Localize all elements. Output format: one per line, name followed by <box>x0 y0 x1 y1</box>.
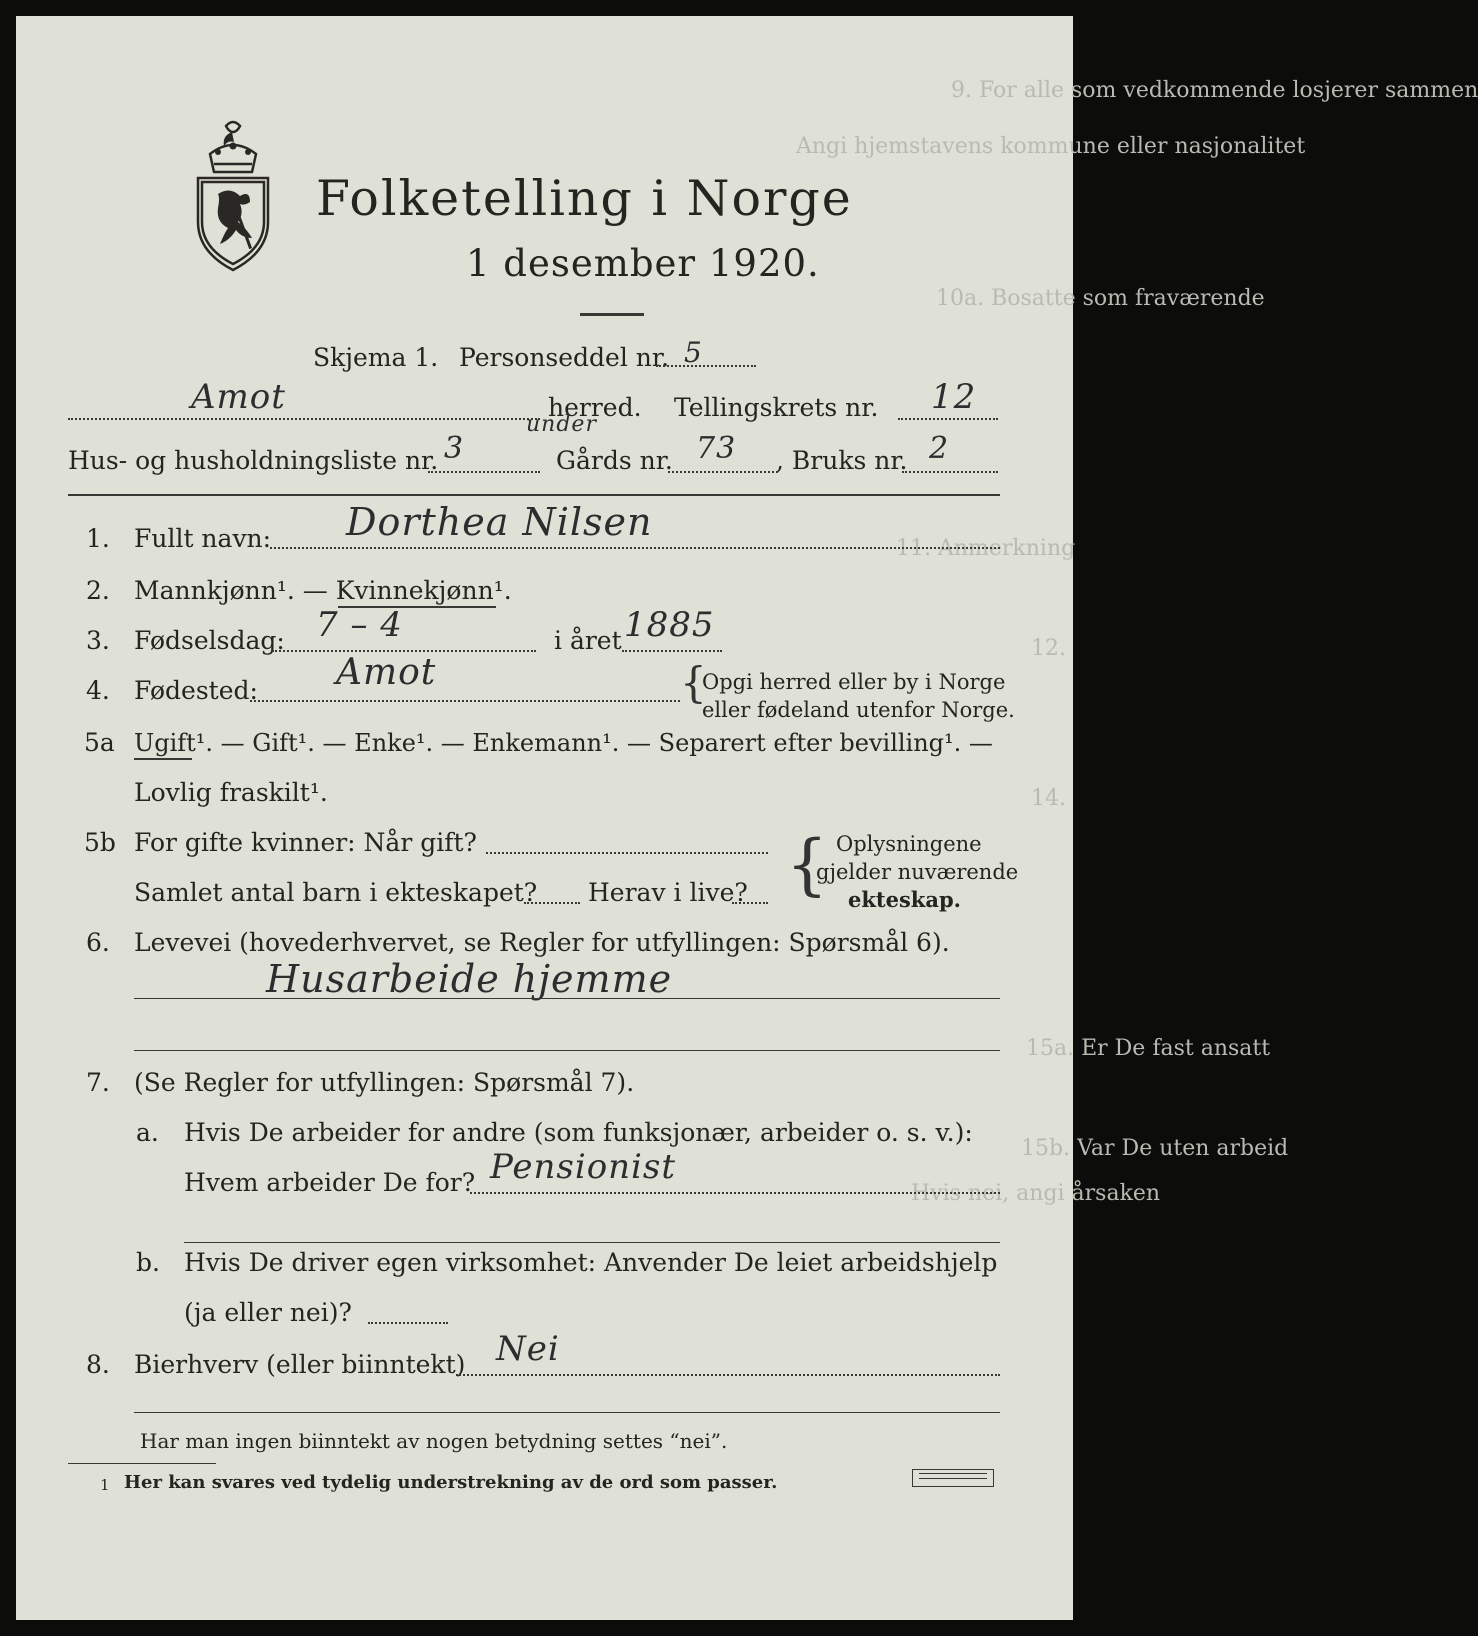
q5b-question-3: Herav i live? <box>588 878 748 907</box>
title-rule <box>580 313 644 316</box>
q7a-letter: a. <box>136 1118 159 1147</box>
q7a-line-2 <box>184 1242 1000 1243</box>
q3-year-label: i året <box>554 626 622 655</box>
q7a-question-2: Hvem arbeider De for? <box>184 1168 476 1197</box>
bruks-label: , Bruks nr. <box>776 446 908 475</box>
q6-line-2 <box>134 1050 1000 1051</box>
q2-label: Mannkjønn¹. — Kvinnekjønn¹. <box>134 576 512 605</box>
herred-label: herred. <box>548 393 642 422</box>
q5b-note-2: gjelder nuværende <box>816 860 1019 884</box>
bleed-text: 12. <box>1031 636 1066 661</box>
q1-value: Dorthea Nilsen <box>346 500 653 544</box>
q5b-married-line <box>486 852 768 854</box>
bleed-text: Angi hjemstavens kommune eller nasjonalitet <box>796 134 1306 159</box>
tellingskrets-value: 12 <box>931 377 977 417</box>
tellingskrets-line <box>898 418 998 420</box>
husliste-label: Hus- og husholdningsliste nr. <box>68 446 439 475</box>
footnote-rule <box>68 1463 216 1464</box>
q5b-number: 5b <box>84 828 116 857</box>
printer-stamp <box>912 1469 994 1487</box>
bruks-value: 2 <box>929 431 950 466</box>
herred-line <box>68 418 540 420</box>
q4-number: 4. <box>86 676 110 705</box>
q4-note-1: Opgi herred eller by i Norge <box>702 670 1006 694</box>
husliste-value: 3 <box>444 431 465 466</box>
tellingskrets-label: Tellingskrets nr. <box>674 393 879 422</box>
page-subtitle: 1 desember 1920. <box>466 242 820 285</box>
q1-label: Fullt navn: <box>134 524 272 553</box>
bleed-text: 15b. Var De uten arbeid <box>1021 1136 1289 1161</box>
q7a-line <box>470 1192 1000 1194</box>
q5b-question-2: Samlet antal barn i ekteskapet? <box>134 878 538 907</box>
q5b-note-1: Oplysningene <box>836 832 982 856</box>
q5a-options-2: Lovlig fraskilt¹. <box>134 778 328 807</box>
footer-note: Har man ingen biinntekt av nogen betydning settes “nei”. <box>140 1429 728 1453</box>
personseddel-line <box>656 365 756 367</box>
q3-year-line <box>622 650 722 652</box>
q8-label: Bierhverv (eller biinntekt) <box>134 1350 466 1379</box>
gards-line <box>668 471 778 473</box>
q4-line <box>250 700 680 702</box>
gards-label: Gårds nr. <box>556 446 673 475</box>
q7b-letter: b. <box>136 1248 160 1277</box>
q5a-underline <box>134 758 192 760</box>
schema-label: Skjema 1. <box>313 343 439 372</box>
q8-line <box>456 1374 1000 1376</box>
q7a-value: Pensionist <box>490 1147 677 1187</box>
q1-number: 1. <box>86 524 110 553</box>
under-note: under <box>526 412 597 437</box>
q1-line <box>270 547 1000 549</box>
q5b-alive-line <box>732 902 768 904</box>
q7-label: (Se Regler for utfyllingen: Spørsmål 7). <box>134 1068 635 1097</box>
personseddel-label: Personseddel nr. <box>459 343 670 372</box>
header-divider <box>68 494 1000 496</box>
bleed-text: 9. For alle som vedkommende losjerer sammen <box>951 78 1478 103</box>
q7b-question: Hvis De driver egen virksomhet: Anvender De leiet arbeidshjelp <box>184 1248 998 1277</box>
q7b-question-2: (ja eller nei)? <box>184 1298 352 1327</box>
gards-value: 73 <box>696 431 737 466</box>
q4-label: Fødested: <box>134 676 258 705</box>
bleed-text: 14. <box>1031 786 1066 811</box>
q5b-note-3: ekteskap. <box>848 887 961 912</box>
census-form <box>16 16 1478 1620</box>
q3-year-value: 1885 <box>624 605 715 645</box>
q7b-line <box>368 1322 448 1324</box>
bruks-line <box>902 471 998 473</box>
q8-number: 8. <box>86 1350 110 1379</box>
q6-value: Husarbeide hjemme <box>266 957 673 1001</box>
q4-brace: { <box>680 658 707 707</box>
footnote-text: Her kan svares ved tydelig understrekning av de ord som passer. <box>124 1472 778 1493</box>
q5a-number: 5a <box>84 728 115 757</box>
bleed-text: Hvis nei, angi årsaken <box>911 1181 1161 1206</box>
page-title: Folketelling i Norge <box>316 170 853 227</box>
q5b-children-line <box>524 902 580 904</box>
q3-label: Fødselsdag: <box>134 626 285 655</box>
q2-number: 2. <box>86 576 110 605</box>
q6-line-1 <box>134 998 1000 999</box>
husliste-line <box>428 471 540 473</box>
bleed-text: 15a. Er De fast ansatt <box>1026 1036 1271 1061</box>
q6-number: 6. <box>86 928 110 957</box>
bleed-text: 10a. Bosatte som fraværende <box>936 286 1265 311</box>
personseddel-value: 5 <box>684 336 703 369</box>
q8-line-2 <box>134 1412 1000 1413</box>
q5b-question-1: For gifte kvinner: Når gift? <box>134 828 477 857</box>
q8-value: Nei <box>496 1329 560 1369</box>
herred-value: Amot <box>191 377 286 417</box>
q3-number: 3. <box>86 626 110 655</box>
q4-note-2: eller fødeland utenfor Norge. <box>702 698 1015 722</box>
coat-of-arms-emblem <box>188 116 278 276</box>
q3-date-value: 7 – 4 <box>316 605 403 645</box>
q5b-brace: { <box>786 826 828 903</box>
q4-value: Amot <box>336 652 437 693</box>
bleed-text: 11. Anmerkning <box>896 536 1076 561</box>
footnote-mark: 1 <box>100 1476 110 1494</box>
q6-label: Levevei (hovederhvervet, se Regler for utfyllingen: Spørsmål 6). <box>134 928 950 957</box>
q7-number: 7. <box>86 1068 110 1097</box>
q5a-options: Ugift¹. — Gift¹. — Enke¹. — Enkemann¹. — Separert efter bevilling¹. — <box>134 729 993 757</box>
q7a-question: Hvis De arbeider for andre (som funksjonær, arbeider o. s. v.): <box>184 1118 973 1147</box>
